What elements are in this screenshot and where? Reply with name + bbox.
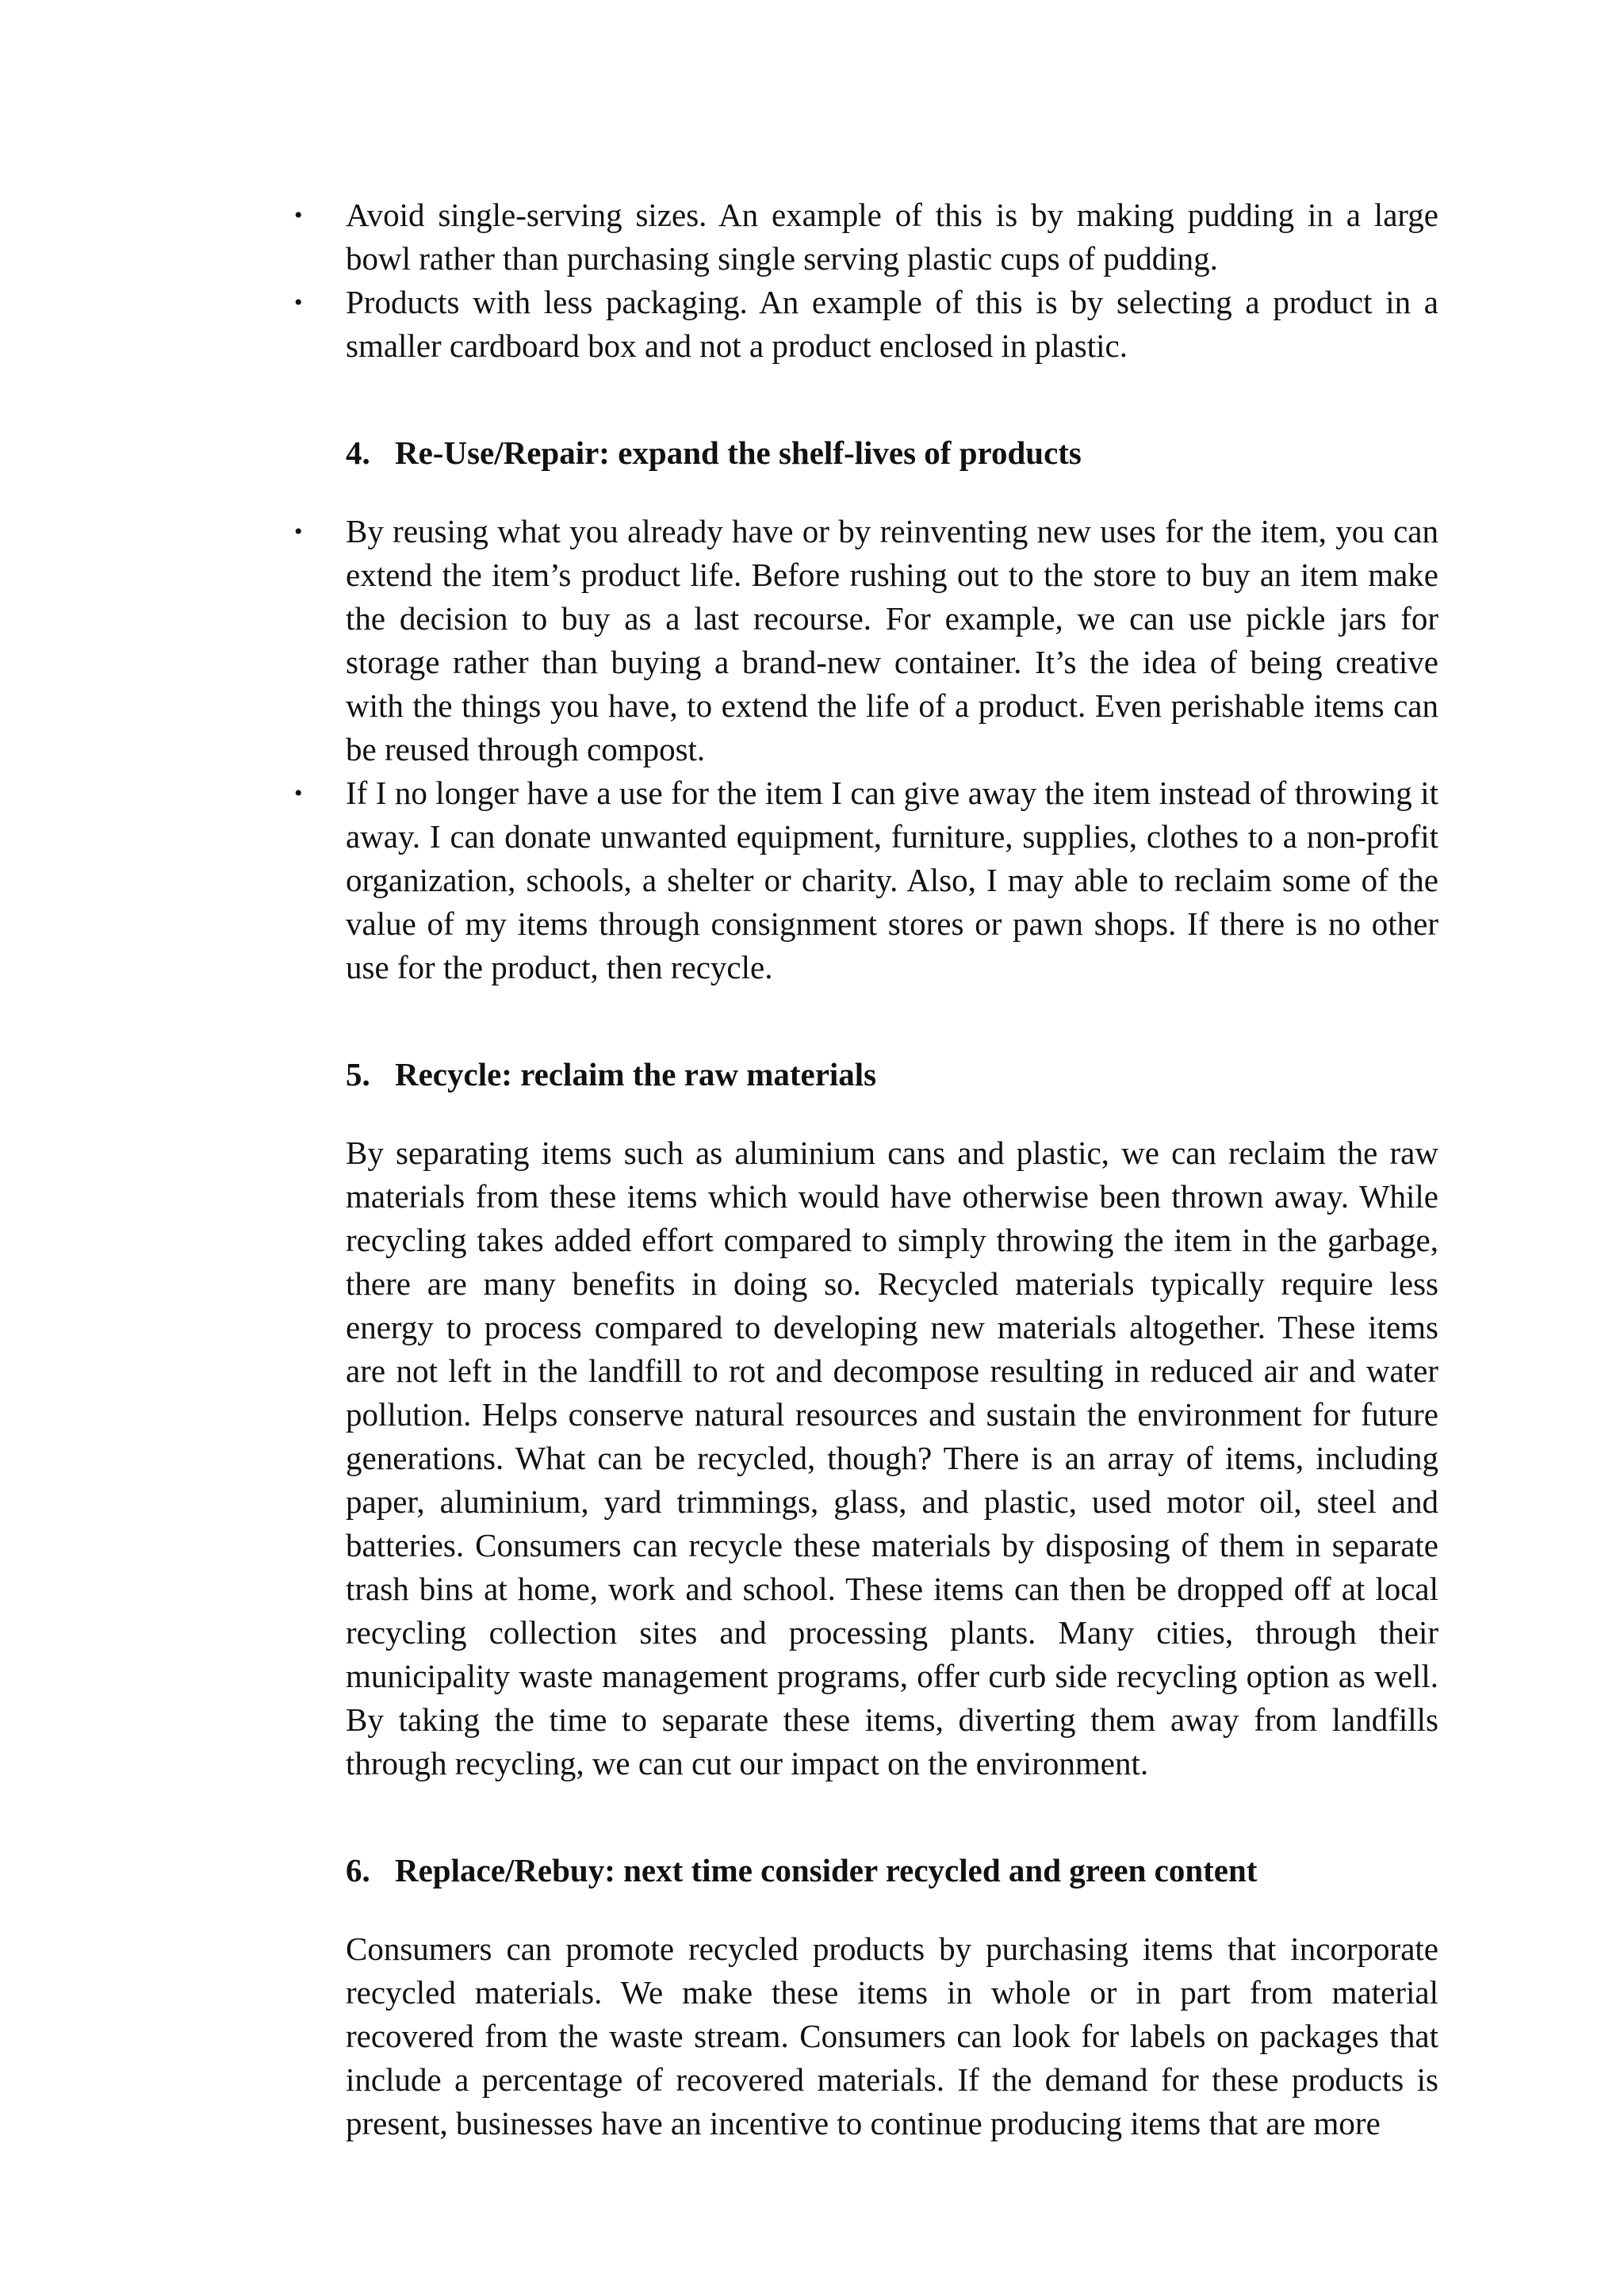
list-item-text: Products with less packaging. An example of this is by selecting a product in a smaller cardboard box and not a product enclosed in plastic. [346,284,1438,364]
section-number: 5. [346,1056,370,1093]
bullet-icon: • [294,780,303,806]
bullet-icon: • [294,519,303,545]
section-4-heading [346,431,1438,475]
bullet-icon: • [294,202,303,228]
section-5-heading [346,1053,1438,1096]
section-number: 4. [346,434,370,471]
section-title: Recycle: reclaim the raw materials [395,1056,877,1093]
replace-rebuy-paragraph: Consumers can promote recycled products by purchasing items that incorporate recycled materials. We make these items in whole or in part from material recovered from the waste stream. Consumers can look for labels on packages that include a percentage of recovered materials. If the demand for these products is present, businesses have an incentive to continue producing items that are more [346,1931,1438,2141]
list-item [294,193,1438,281]
list-item-text: By reusing what you already have or by reinventing new uses for the item, you can extend the item’s product life. Before rushing out to the store to buy an item make the decision to buy as a last recourse. For example, we can use pickle jars for storage rather than buying a brand-new container. It’s the idea of being creative with the things you have, to extend the life of a product. Even perishable items can be reused through compost. [346,513,1438,767]
packaging-tips-list [294,193,1438,368]
section-6-heading [346,1849,1438,1892]
list-item [294,510,1438,771]
bullet-icon: • [294,289,303,316]
list-item-text: Avoid single-serving sizes. An example of this is by making pudding in a large bowl rather than purchasing single serving plastic cups of pudding. [346,197,1438,277]
section-title: Re-Use/Repair: expand the shelf-lives of products [395,434,1082,471]
recycle-paragraph: By separating items such as aluminium cans and plastic, we can reclaim the raw materials from these items which would have otherwise been thrown away. While recycling takes added effort compared to simply throwing the item in the garbage, there are many benefits in doing so. Recycled materials typically require less energy to process compared to developing new materials altogether. These items are not left in the landfill to rot and decompose resulting in reduced air and water pollution. Helps conserve natural resources and sustain the environment for future generations. What can be recycled, though? There is an array of items, including paper, aluminium, yard trimmings, glass, and plastic, used motor oil, steel and batteries. Consumers can recycle these materials by disposing of them in separate trash bins at home, work and school. These items can then be dropped off at local recycling collection sites and processing plants. Many cities, through their municipality waste management programs, offer curb side recycling option as well. By taking the time to separate these items, diverting them away from landfills through recycling, we can cut our impact on the environment. [346,1135,1438,1781]
page-content [294,193,1438,2145]
section-number: 6. [346,1852,370,1888]
list-item [294,771,1438,989]
list-item-text: If I no longer have a use for the item I can give away the item instead of throwing it away. I can donate unwanted equipment, furniture, supplies, clothes to a non-profit organization, schools, a shelter or charity. Also, I may able to reclaim some of the value of my items through consignment stores or pawn shops. If there is no other use for the product, then recycle. [346,775,1438,985]
list-item [294,281,1438,368]
section-title: Replace/Rebuy: next time consider recycled and green content [395,1852,1258,1888]
reuse-repair-list [294,510,1438,989]
